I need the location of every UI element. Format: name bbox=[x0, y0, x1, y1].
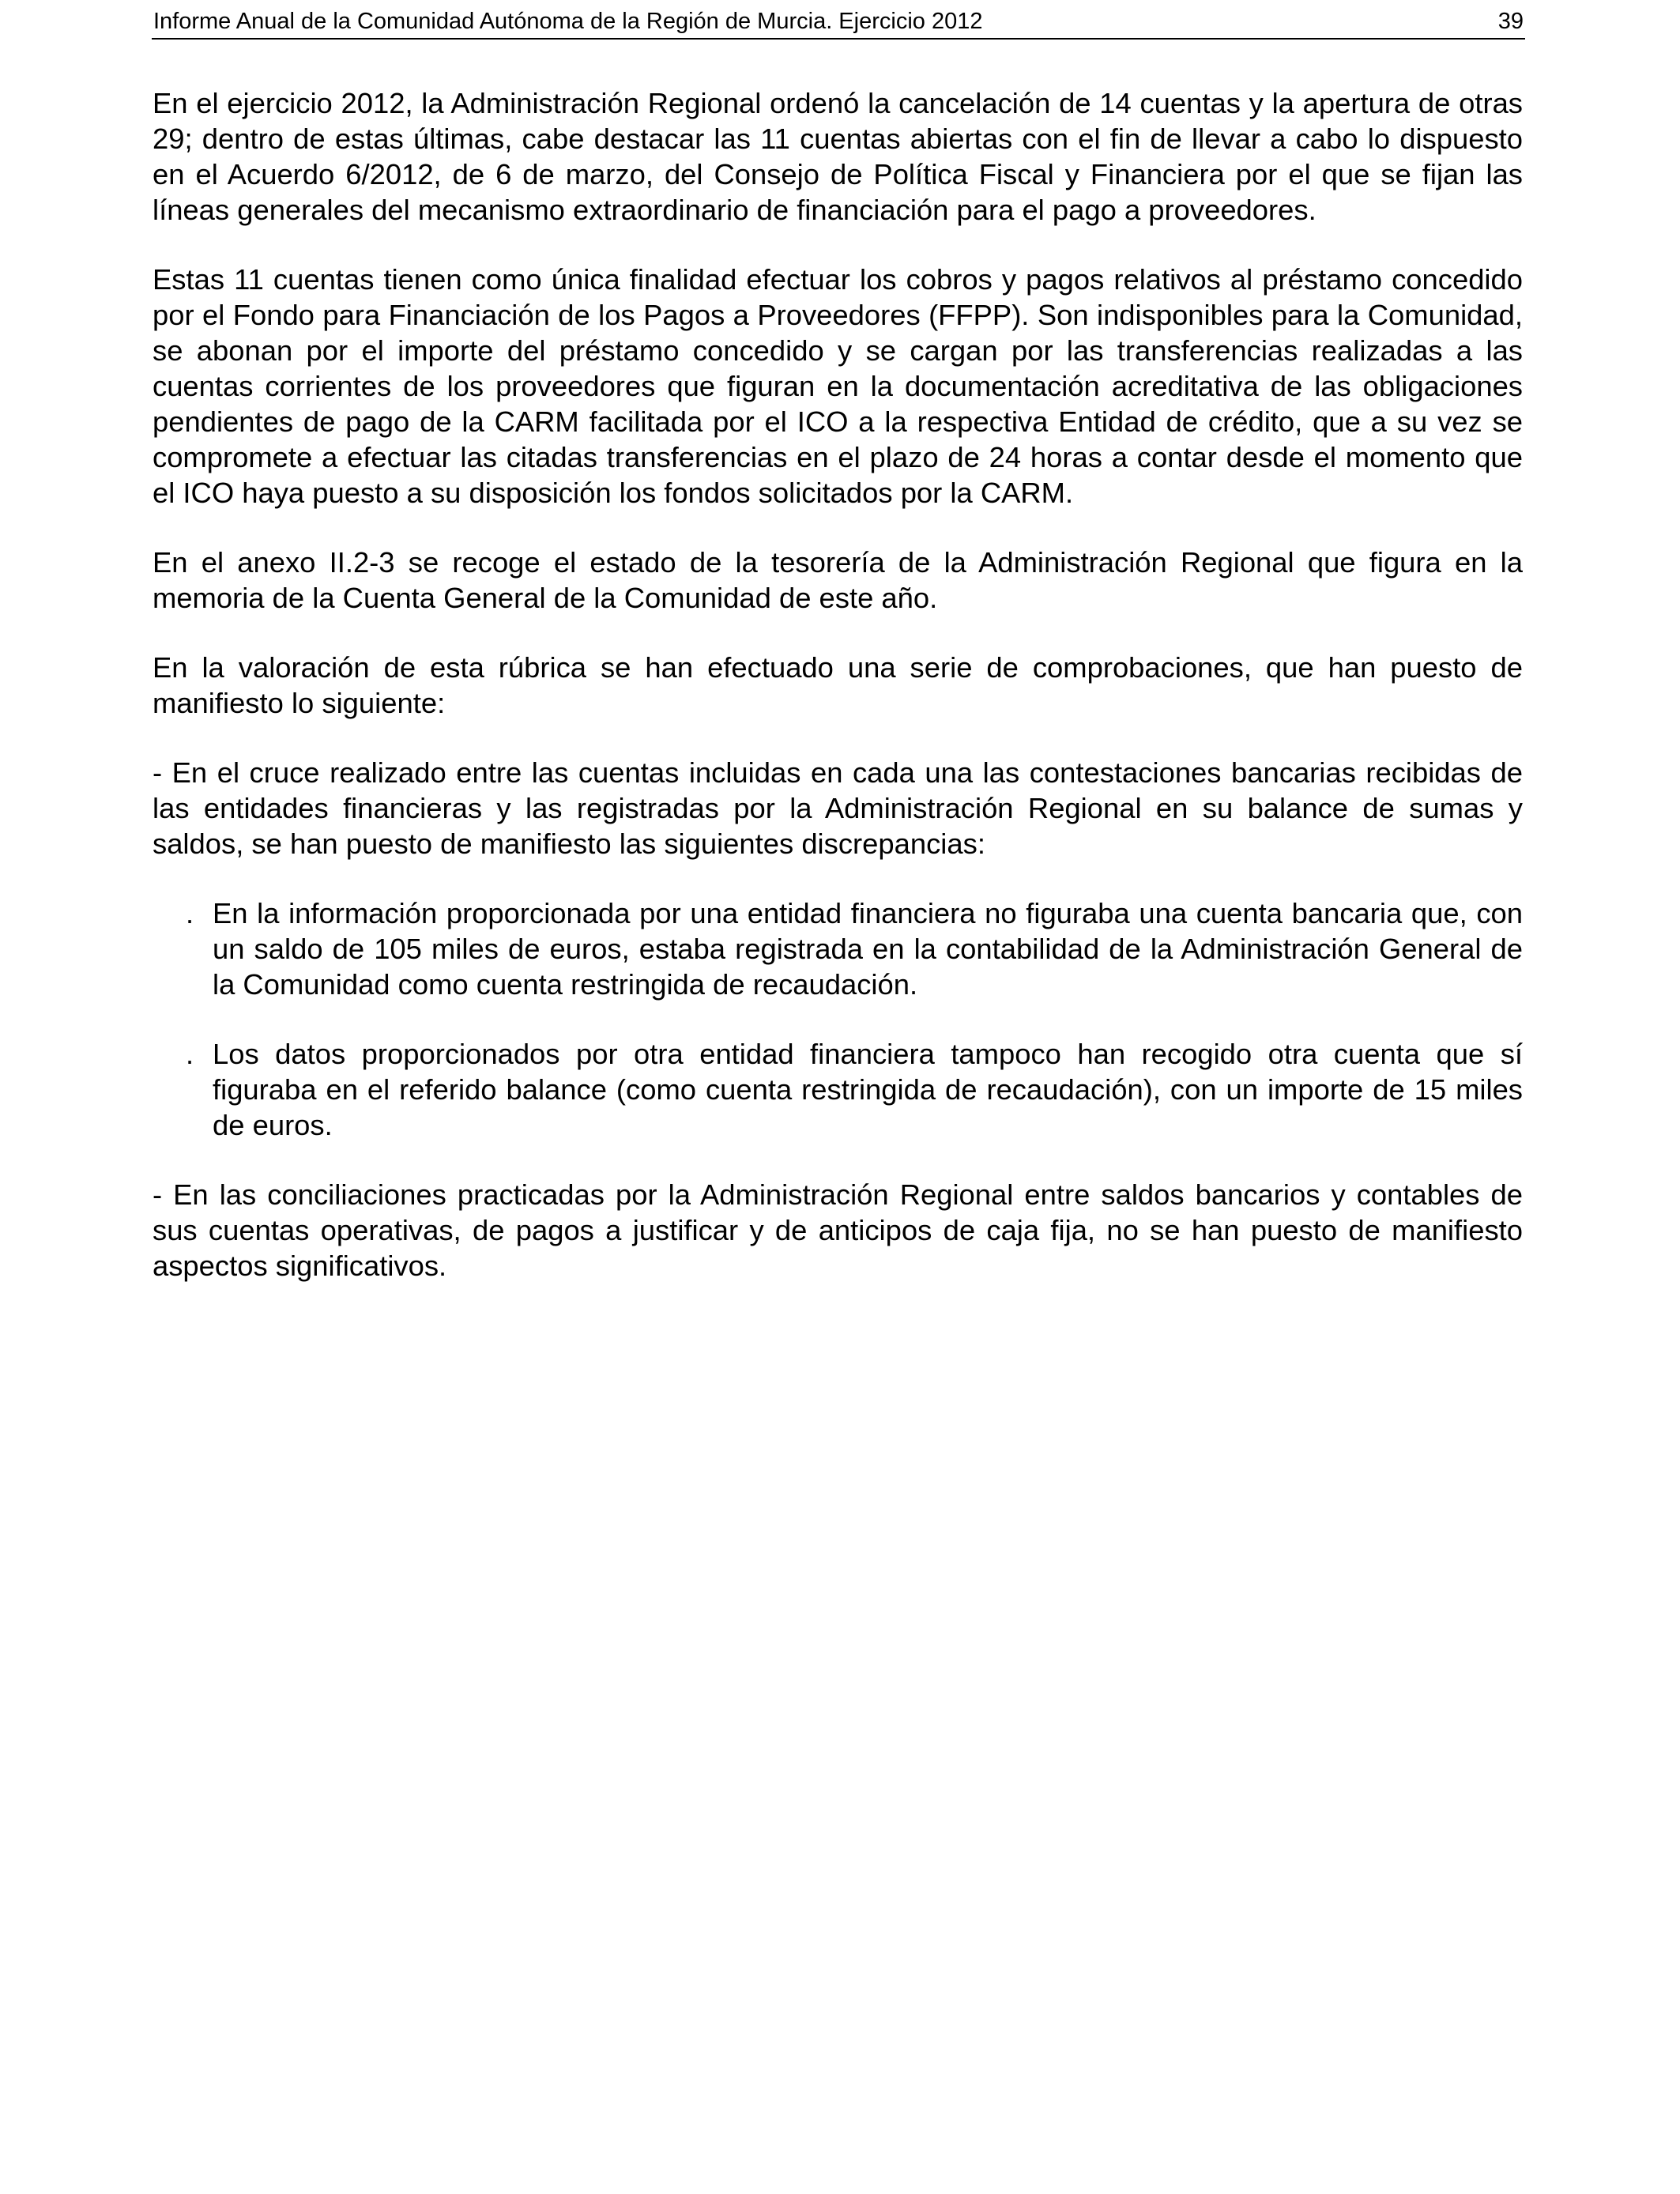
bullet-mark: . bbox=[186, 1038, 194, 1070]
list-item bbox=[153, 895, 1523, 1002]
bullet-text: En la información proporcionada por una entidad financiera no figuraba una cuenta bancaria que, con un saldo de 105 miles de euros, estaba registrada en la contabilidad de la Administración General de la Comunidad como cuenta restringida de recaudación. bbox=[213, 897, 1523, 1001]
paragraph-conciliaciones: - En las conciliaciones practicadas por la Administración Regional entre saldos bancarios y contables de sus cuentas operativas, de pagos a justificar y de anticipos de caja fija, no se han puesto de manifiesto aspectos significativos. bbox=[153, 1178, 1523, 1282]
page-header bbox=[152, 6, 1525, 40]
list-item bbox=[153, 1036, 1523, 1143]
paragraph-cuentas-apertura: En el ejercicio 2012, la Administración Regional ordenó la cancelación de 14 cuentas y la apertura de otras 29; dentro de estas últimas, cabe destacar las 11 cuentas abiertas con el fin de llevar a cabo lo dispuesto en el Acuerdo 6/2012, de 6 de marzo, del Consejo de Política Fiscal y Financiera por el que se fijan las líneas generales del mecanismo extraordinario de financiación para el pago a proveedores. bbox=[153, 87, 1523, 226]
bullet-text: Los datos proporcionados por otra entidad financiera tampoco han recogido otra cuenta que sí figuraba en el referido balance (como cuenta restringida de recaudación), con un importe de 15 miles de euros. bbox=[213, 1038, 1523, 1141]
bullet-mark: . bbox=[186, 897, 194, 929]
header-title: Informe Anual de la Comunidad Autónoma de la Región de Murcia. Ejercicio 2012 bbox=[153, 9, 983, 34]
paragraph-anexo: En el anexo II.2-3 se recoge el estado de la tesorería de la Administración Regional que figura en la memoria de la Cuenta General de la Comunidad de este año. bbox=[153, 546, 1523, 614]
paragraph-finalidad-cuentas: Estas 11 cuentas tienen como única finalidad efectuar los cobros y pagos relativos al préstamo concedido por el Fondo para Financiación de los Pagos a Proveedores (FFPP). Son indisponibles para la Comunidad, se abonan por el importe del préstamo concedido y se cargan por las transferencias realizadas a las cuentas corrientes de los proveedores que figuran en la documentación acreditativa de las obligaciones pendientes de pago de la CARM facilitada por el ICO a la respectiva Entidad de crédito, que a su vez se compromete a efectuar las citadas transferencias en el plazo de 24 horas a contar desde el momento que el ICO haya puesto a su disposición los fondos solicitados por la CARM. bbox=[153, 263, 1523, 509]
paragraph-cruce: - En el cruce realizado entre las cuentas incluidas en cada una las contestaciones bancarias recibidas de las entidades financieras y las registradas por la Administración Regional en su balance de sumas y saldos, se han puesto de manifiesto las siguientes discrepancias: bbox=[153, 756, 1523, 860]
paragraph-valoracion: En la valoración de esta rúbrica se han efectuado una serie de comprobaciones, que han puesto de manifiesto lo siguiente: bbox=[153, 651, 1523, 719]
document-body bbox=[153, 85, 1523, 1318]
page-number: 39 bbox=[1497, 9, 1524, 34]
